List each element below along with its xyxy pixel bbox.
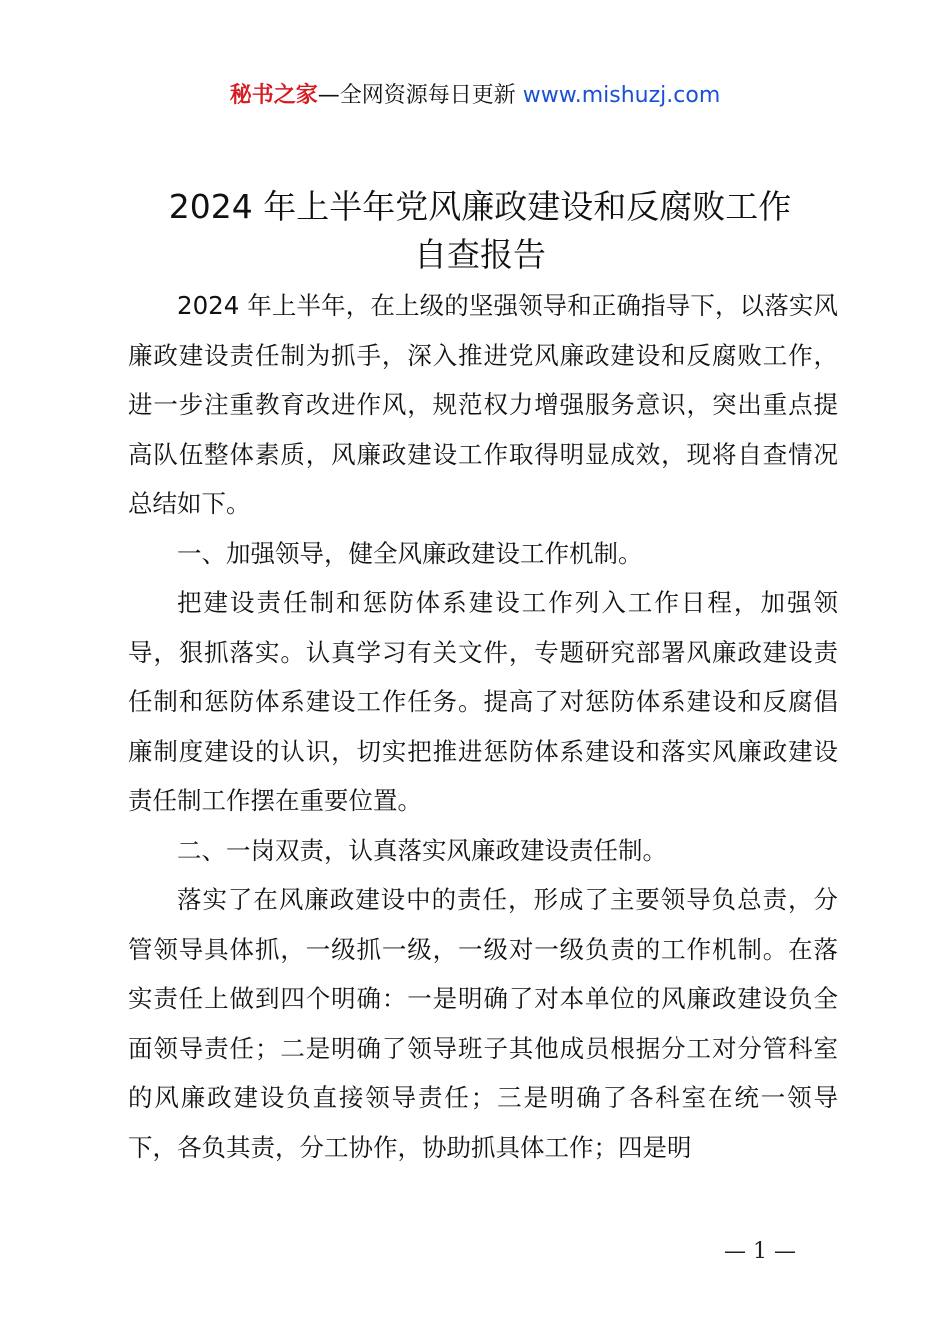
brand-name: 秘书之家 <box>229 83 318 108</box>
document-body <box>128 281 838 1172</box>
banner-tagline: —全网资源每日更新 <box>317 83 523 108</box>
section-2-paragraph: 落实了在风廉政建设中的责任，形成了主要领导负总责，分管领导具体抓，一级抓一级，一级对一级负责的工作机制。在落实责任上做到四个明确：一是明确了对本单位的风廉政建设负全面领导责任；二是明确了领导班子其他成员根据分工对分管科室的风廉政建设负直接领导责任；三是明确了各科室在统一领导下，各负其责，分工协作，协助抓具体工作；四是明 <box>128 885 838 1162</box>
site-url-link[interactable]: www.mishuzj.com <box>522 83 721 108</box>
section-heading-1: 一、加强领导，健全风廉政建设工作机制。 <box>177 538 643 568</box>
intro-paragraph: 2024 年上半年，在上级的坚强领导和正确指导下，以落实风廉政建设责任制为抓手，深入推进党风廉政建设和反腐败工作，进一步注重教育改进作风，规范权力增强服务意识，突出重点提高队伍整体素质，风廉政建设工作取得明显成效，现将自查情况总结如下。 <box>128 291 838 518</box>
page-number: — 1 — <box>724 1239 796 1264</box>
section-1-paragraph: 把建设责任制和惩防体系建设工作列入工作日程，加强领导，狠抓落实。认真学习有关文件，专题研究部署风廉政建设责任制和惩防体系建设工作任务。提高了对惩防体系建设和反腐倡廉制度建设的认识，切实把推进惩防体系建设和落实风廉政建设责任制工作摆在重要位置。 <box>128 588 838 815</box>
document-title-line-2: 自查报告 <box>414 235 546 274</box>
document-title-line-1: 2024 年上半年党风廉政建设和反腐败工作 <box>168 187 792 226</box>
site-banner <box>0 80 950 112</box>
section-heading-2: 二、一岗双责，认真落实风廉政建设责任制。 <box>177 835 667 865</box>
